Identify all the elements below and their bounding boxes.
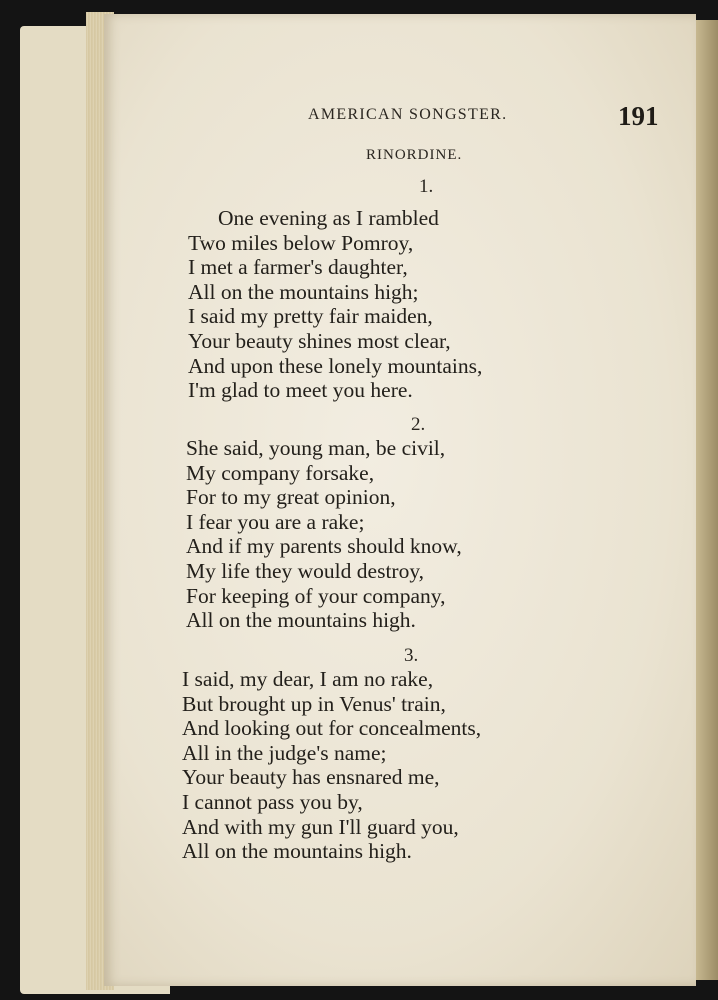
poem-line: But brought up in Venus' train, [182, 691, 446, 716]
poem-line: I said my pretty fair maiden, [188, 304, 433, 329]
poem-line: I'm glad to meet you here. [188, 378, 413, 403]
poem-line: And upon these lonely mountains, [188, 353, 483, 378]
stanza-number: 3. [404, 645, 419, 666]
page-number: 191 [618, 101, 659, 131]
stanza-1 [188, 206, 482, 403]
stanza-2 [186, 436, 462, 633]
poem-line: Your beauty has ensnared me, [182, 765, 440, 790]
poem-line: For keeping of your company, [186, 583, 446, 608]
poem-title: RINORDINE. [366, 147, 463, 163]
book-right-edge [696, 20, 718, 980]
poem-line: She said, young man, be civil, [186, 436, 446, 460]
running-header: AMERICAN SONGSTER. [308, 106, 508, 123]
poem-line: My life they would destroy, [186, 558, 425, 583]
poem-line: I said, my dear, I am no rake, [182, 667, 434, 691]
poem-line: For to my great opinion, [186, 485, 396, 510]
poem-line: One evening as I rambled [218, 206, 439, 230]
poem-line: And if my parents should know, [186, 534, 462, 559]
poem-line: My company forsake, [186, 460, 375, 485]
poem-line: Two miles below Pomroy, [188, 230, 414, 255]
poem-line: Your beauty shines most clear, [188, 328, 451, 353]
poem-line: And with my gun I'll guard you, [182, 814, 459, 839]
poem-line: And looking out for concealments, [182, 716, 482, 741]
poem-line: All in the judge's name; [182, 740, 387, 765]
poem-line: All on the mountains high. [182, 839, 412, 864]
poem-line: All on the mountains high; [188, 279, 419, 304]
poem-line: I fear you are a rake; [186, 509, 365, 534]
poem-line: I met a farmer's daughter, [188, 255, 408, 280]
poem-line: All on the mountains high. [186, 608, 416, 633]
stanza-number: 1. [419, 176, 434, 197]
stanza-number: 2. [411, 414, 426, 435]
stanza-3 [182, 667, 481, 864]
poem-line: I cannot pass you by, [182, 789, 363, 814]
